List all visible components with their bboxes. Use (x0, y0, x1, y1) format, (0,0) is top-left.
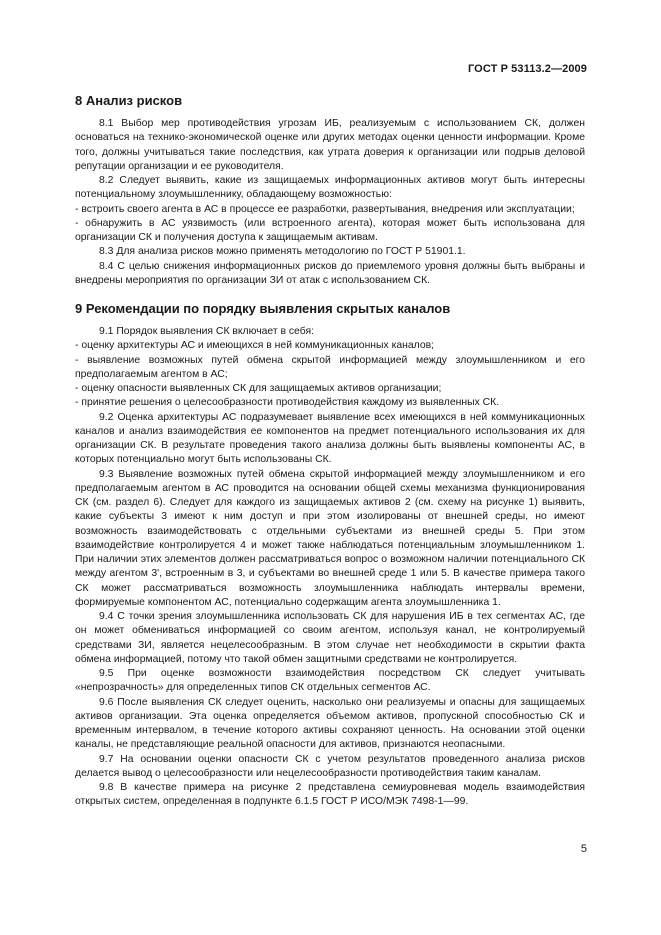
paragraph-9-4: 9.4 С точки зрения злоумышленника использовать СК для нарушения ИБ в тех сегментах АС, где он может обмениваться информацией со своим агентом, используя канал, не контролируемый средствами ЗИ, является нецелесообразным. В этом случае нет необходимости в скрытии факта обмена информацией, потому что такой обмен защитными средствами не контролируется. (75, 611, 585, 665)
page-number: 5 (580, 843, 587, 855)
list-item-9-1-c: - оценку опасности выявленных СК для защищаемых активов организации; (75, 383, 442, 394)
paragraph-8-1: 8.1 Выбор мер противодействия угрозам ИБ, реализуемым с использованием СК, должен основаться на технико-экономической оценке или других методах оценки ценности информации. Кроме того, должны учитываться такие последствия, как утрата доверия к организации или подрыв деловой репутации организации и ее руководителя. (75, 118, 585, 172)
list-item-9-1-b: - выявление возможных путей обмена скрытой информацией между злоумышленником и его предполагаемым агентом в АС; (75, 354, 585, 380)
page-content (75, 92, 585, 810)
paragraph-9-8: 9.8 В качестве примера на рисунке 2 представлена семиуровневая модель взаимодействия открытых систем, определенная в подпункте 6.1.5 ГОСТ Р ИСО/МЭК 7498-1—99. (75, 782, 585, 808)
section-9-heading: 9 Рекомендации по порядку выявления скрытых каналов (75, 301, 451, 316)
list-item-9-1-d: - принятие решения о целесообразности противодействия каждому из выявленных СК. (75, 397, 500, 409)
section-8-heading: 8 Анализ рисков (75, 93, 183, 108)
paragraph-9-7: 9.7 На основании оценки опасности СК с учетом результатов проведенного анализа рисков делается вывод о целесообразности или нецелесообразности противодействия таким каналам. (75, 753, 585, 779)
paragraph-9-3: 9.3 Выявление возможных путей обмена скрытой информацией между злоумышленником и его предполагаемым агентом в АС проводится на основании общей схемы механизма функционирования СК (см. раздел 6). Следует для каждого из защищаемых активов 2 (см. схему на рисунке 1) выявить, какие субъекты 3 имеют к ним доступ и при этом изолированы от внешней среды, но имеют возможность взаимодействовать с отдельными субъектами из внешней среды 5. При этом взаимодействие контролируется 4 и может также наблюдаться потенциальным злоумышленником 1. При наличии этих элементов должен рассматриваться вопрос о возможном наличии потенциального СК между агентом 3', встроенным в 3, и субъектами во внешней среде 1 или 5. В качестве примера такого СК может рассматриваться возможность злоумышленника наблюдать интервалы времени, формируемые компонентом АС, потенциально содержащим агента злоумышленника 1. (75, 468, 585, 608)
paragraph-8-2: 8.2 Следует выявить, какие из защищаемых информационных активов могут быть интересны потенциальному злоумышленнику, обладающему возможностью: (75, 175, 585, 201)
document-code: ГОСТ Р 53113.2—2009 (467, 63, 587, 75)
list-item-8-2-a: - встроить своего агента в АС в процессе ее разработки, развертывания, внедрения или эксплуатации; (75, 203, 575, 215)
paragraph-9-5: 9.5 При оценке возможности взаимодействия посредством СК следует учитывать «непрозрачность» для определенных типов СК отдельных сегментов АС. (75, 668, 585, 694)
paragraph-9-6: 9.6 После выявления СК следует оценить, насколько они реализуемы и опасны для защищаемых активов организации. Эта оценка определяется объемом активов, пропускной способностью СК и временным интервалом, в течение которого активы сохраняют ценность. На основании этой оценки каналы, не представляющие реальной опасности для активов, признаются неопасными. (75, 696, 585, 751)
paragraph-8-4: 8.4 С целью снижения информационных рисков до приемлемого уровня должны быть выбраны и внедрены мероприятия по организации ЗИ от атак с использованием СК. (75, 260, 585, 286)
list-item-9-1-a: - оценку архитектуры АС и имеющихся в ней коммуникационных каналов; (75, 340, 435, 352)
paragraph-8-3: 8.3 Для анализа рисков можно применять методологию по ГОСТ Р 51901.1. (99, 246, 466, 258)
paragraph-9-2: 9.2 Оценка архитектуры АС подразумевает выявление всех имеющихся в ней коммуникационных каналов и анализ взаимодействия ее компонентов на предмет потенциального использования их для организации СК. В результате проведения такого анализа должны быть выявлены компоненты АС, в которых потенциально могут быть использованы СК. (75, 411, 585, 466)
paragraph-9-1: 9.1 Порядок выявления СК включает в себя: (99, 326, 314, 337)
list-item-8-2-b: - обнаружить в АС уязвимость (или встроенного агента), которая может быть использована для организации СК и получения доступа к защищаемым активам. (75, 217, 585, 243)
